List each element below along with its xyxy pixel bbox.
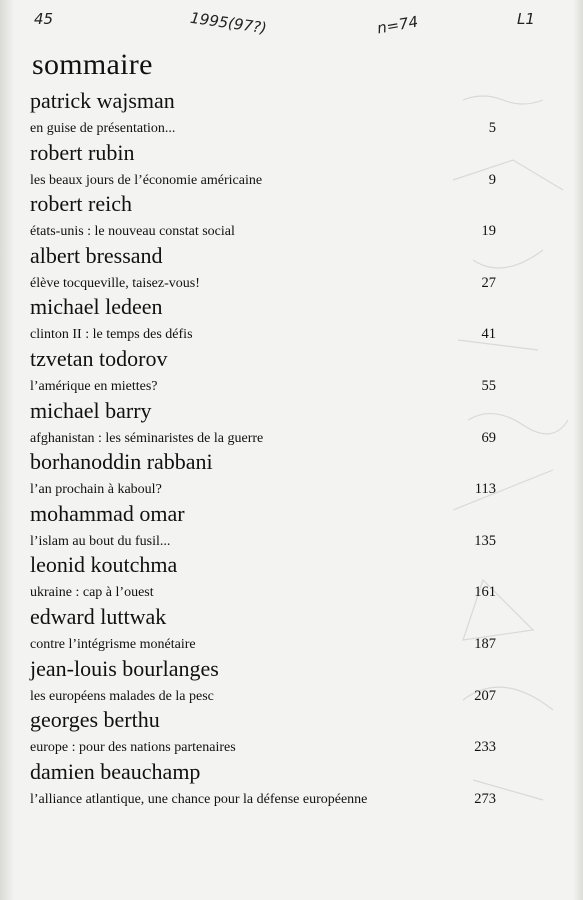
- toc-entry: [30, 553, 496, 605]
- entry-page-number: 135: [474, 532, 496, 549]
- handwritten-note: 45: [34, 10, 54, 28]
- entry-title: les européens malades de la pesc: [30, 688, 214, 704]
- entry-line: [30, 426, 496, 447]
- entry-line: [30, 322, 496, 343]
- toc-entry: [30, 89, 496, 141]
- page-edge-shadow-left: [0, 0, 14, 900]
- entry-page-number: 187: [474, 635, 496, 652]
- entry-title: élève tocqueville, taisez-vous!: [30, 275, 200, 291]
- entry-line: [30, 116, 496, 137]
- entry-page-number: 27: [481, 274, 496, 291]
- toc-entry: [30, 192, 496, 244]
- entry-page-number: 9: [488, 171, 496, 188]
- handwritten-note: L1: [517, 10, 535, 28]
- entry-title: l’an prochain à kaboul?: [30, 482, 162, 498]
- entry-title: l’islam au bout du fusil...: [30, 533, 171, 549]
- entry-author: patrick wajsman: [30, 88, 175, 113]
- entry-page-number: 55: [481, 377, 496, 394]
- entry-author: robert rubin: [30, 139, 135, 165]
- toc-entry: [30, 708, 496, 760]
- entry-line: [30, 477, 496, 498]
- toc-entry: [30, 760, 496, 812]
- entry-author: georges berthu: [30, 707, 160, 733]
- entry-author: tzvetan todorov: [30, 345, 168, 371]
- entry-page-number: 41: [481, 326, 496, 343]
- toc-entry: [30, 657, 496, 709]
- entry-page-number: 233: [474, 739, 496, 756]
- toc-entry: [30, 399, 496, 451]
- toc-entry: [30, 502, 496, 554]
- entry-page-number: 161: [474, 584, 496, 601]
- entry-page-number: 19: [481, 223, 496, 240]
- entry-title: ukraine : cap à l’ouest: [30, 585, 154, 601]
- entry-title: les beaux jours de l’économie américaine: [30, 172, 263, 188]
- entry-title: l’amérique en miettes?: [30, 378, 158, 394]
- toc-entry: [30, 605, 496, 657]
- entry-author: albert bressand: [30, 242, 163, 268]
- entry-page-number: 113: [474, 481, 496, 498]
- entry-author: robert reich: [30, 191, 132, 217]
- entry-author: michael ledeen: [30, 294, 163, 320]
- entry-page-number: 5: [488, 120, 496, 136]
- entry-author: jean-louis bourlanges: [30, 655, 219, 681]
- toc-entry: [30, 141, 496, 193]
- entry-line: [30, 271, 496, 292]
- entry-line: [30, 374, 496, 395]
- toc-entry: [30, 450, 496, 502]
- entry-title: contre l’intégrisme monétaire: [30, 636, 196, 652]
- entry-author: michael barry: [30, 397, 152, 423]
- entry-title: en guise de présentation...: [30, 121, 176, 136]
- table-of-contents: [30, 89, 496, 811]
- page-title: sommaire: [32, 48, 153, 81]
- toc-entry: [30, 347, 496, 399]
- entry-line: [30, 684, 496, 705]
- entry-line: [30, 787, 496, 808]
- entry-title: états-unis : le nouveau constat social: [30, 224, 235, 240]
- entry-author: damien beauchamp: [30, 758, 201, 784]
- entry-page-number: 69: [481, 429, 496, 446]
- entry-line: [30, 168, 496, 189]
- entry-page-number: 207: [474, 687, 496, 704]
- entry-line: [30, 580, 496, 601]
- entry-title: l’alliance atlantique, une chance pour la défense européenne: [30, 791, 368, 807]
- handwritten-note: 1995(97?): [189, 8, 268, 38]
- entry-author: edward luttwak: [30, 603, 167, 629]
- entry-page-number: 273: [474, 790, 496, 807]
- toc-entry: [30, 244, 496, 296]
- entry-line: [30, 632, 496, 653]
- entry-line: [30, 529, 496, 550]
- entry-line: [30, 735, 496, 756]
- toc-entry: [30, 295, 496, 347]
- entry-title: clinton II : le temps des défis: [30, 327, 193, 343]
- handwritten-note: n=74: [375, 12, 420, 38]
- entry-title: europe : pour des nations partenaires: [30, 740, 236, 756]
- entry-line: [30, 219, 496, 240]
- entry-author: mohammad omar: [30, 500, 185, 526]
- entry-title: afghanistan : les séminaristes de la guerre: [30, 430, 264, 446]
- entry-author: leonid koutchma: [30, 552, 178, 578]
- entry-author: borhanoddin rabbani: [30, 449, 213, 475]
